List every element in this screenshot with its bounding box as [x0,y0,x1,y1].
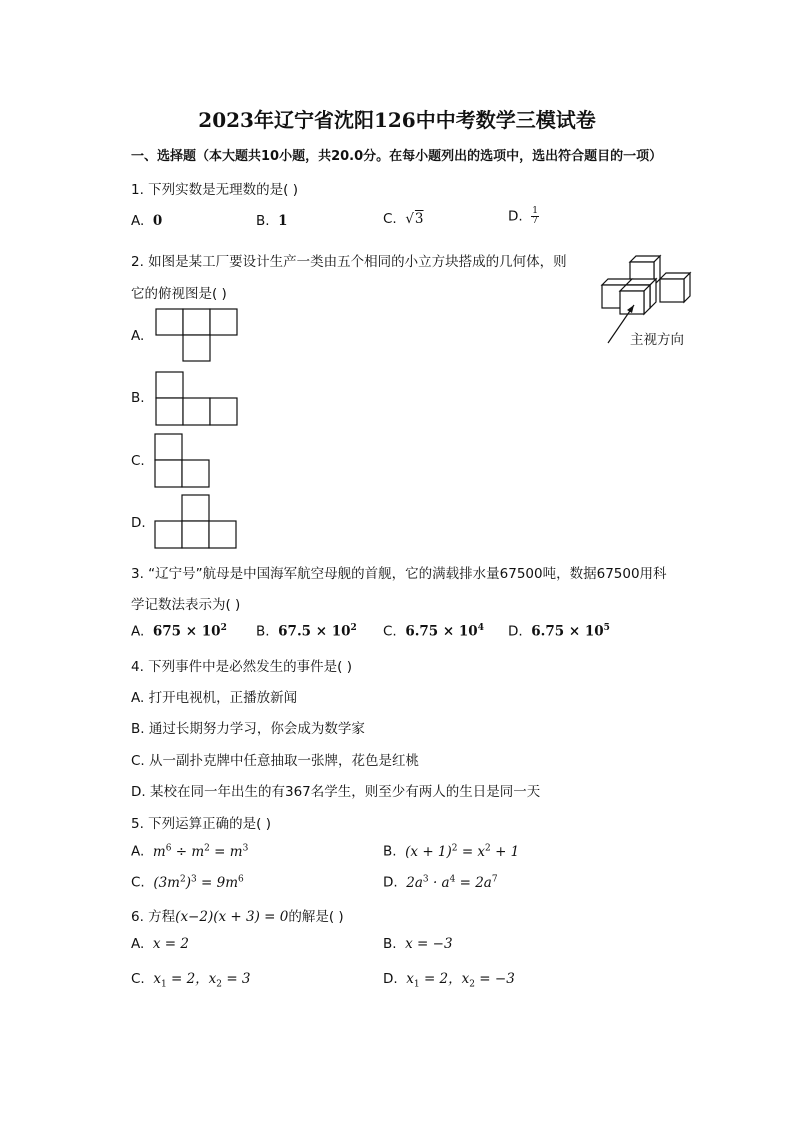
q5-option-b[interactable]: B. $(x + 1)^2 = x^2 + 1$ [383,843,520,860]
q1-option-b[interactable] [256,213,288,229]
q6-option-d[interactable]: D. $x_1 = 2$，$x_2 = -3$ [383,971,515,990]
q1-option-d[interactable] [508,207,539,226]
q4-option-a[interactable]: A. 打开电视机，正播放新闻 [131,690,298,706]
q2-option-c-figure [154,433,211,489]
q6-option-c[interactable]: C. $x_1 = 2$，$x_2 = 3$ [131,971,251,990]
q3-option-c[interactable]: C. $6.75 \times 10^4$ [383,623,484,640]
q2-option-d-figure [154,494,238,550]
question-6-stem: 6. 方程(x−2)(x + 3) = 0的解是( ) [131,909,344,925]
sqrt-expression: √3 [405,211,424,227]
q2-option-a[interactable]: A. [131,328,145,344]
question-2-stem-line2: 它的俯视图是( ) [131,286,227,302]
option-letter: D. [508,208,523,225]
q6-option-b[interactable]: B. x = −3 [383,936,453,952]
q2-option-d[interactable]: D. [131,515,146,531]
q2-option-b[interactable]: B. [131,390,145,406]
option-letter: B. [256,213,270,229]
option-value: 0 [152,213,163,229]
question-3-stem-line1: 3. “辽宁号”航母是中国海军航空母舰的首舰，它的满载排水量67500吨，数据67500用科 [131,566,667,582]
option-letter: C. [383,211,397,227]
figure-label: 主视方向 [630,332,684,348]
q1-option-a[interactable] [131,213,162,229]
q1-option-c[interactable] [383,211,424,227]
section-heading: 一、选择题（本大题共10小题，共20.0分。在每小题列出的选项中，选出符合题目的一项） [131,149,663,164]
q5-option-d[interactable]: D. $2a^3 \cdot a^4 = 2a^7$ [383,874,498,891]
q2-option-c[interactable]: C. [131,453,145,469]
q3-option-b[interactable]: B. $67.5 \times 10^2$ [256,623,357,640]
q3-option-a[interactable]: A. $675 \times 10^2$ [131,623,227,640]
q2-option-a-figure [155,308,239,363]
q4-option-c[interactable]: C. 从一副扑克牌中任意抽取一张牌，花色是红桃 [131,753,420,769]
fraction: $\frac{1}{7}$ [532,206,539,226]
q5-option-a[interactable]: A. $m^6 \div m^2 = m^3$ [131,843,249,860]
question-1-stem: 1. 下列实数是无理数的是( ) [131,182,298,198]
q2-option-b-figure [155,371,239,427]
q5-option-c[interactable]: C. $(3m^2)^3 = 9m^6$ [131,874,244,891]
q6-option-a[interactable]: A. x = 2 [131,936,189,952]
q3-option-d[interactable]: D. $6.75 \times 10^5$ [508,623,610,640]
option-value: 1 [278,213,288,229]
question-4-stem: 4. 下列事件中是必然发生的事件是( ) [131,659,352,675]
question-3-stem-line2: 学记数法表示为( ) [131,597,241,613]
option-letter: A. [131,213,145,229]
question-2-stem-line1: 2. 如图是某工厂要设计生产一类由五个相同的小立方块搭成的几何体，则 [131,254,567,270]
page-title: 2023年辽宁省沈阳126中中考数学三模试卷 [198,108,596,132]
question-5-stem: 5. 下列运算正确的是( ) [131,816,271,832]
q4-option-d[interactable]: D. 某校在同一年出生的有367名学生，则至少有两人的生日是同一天 [131,784,541,800]
q4-option-b[interactable]: B. 通过长期努力学习，你会成为数学家 [131,721,365,737]
